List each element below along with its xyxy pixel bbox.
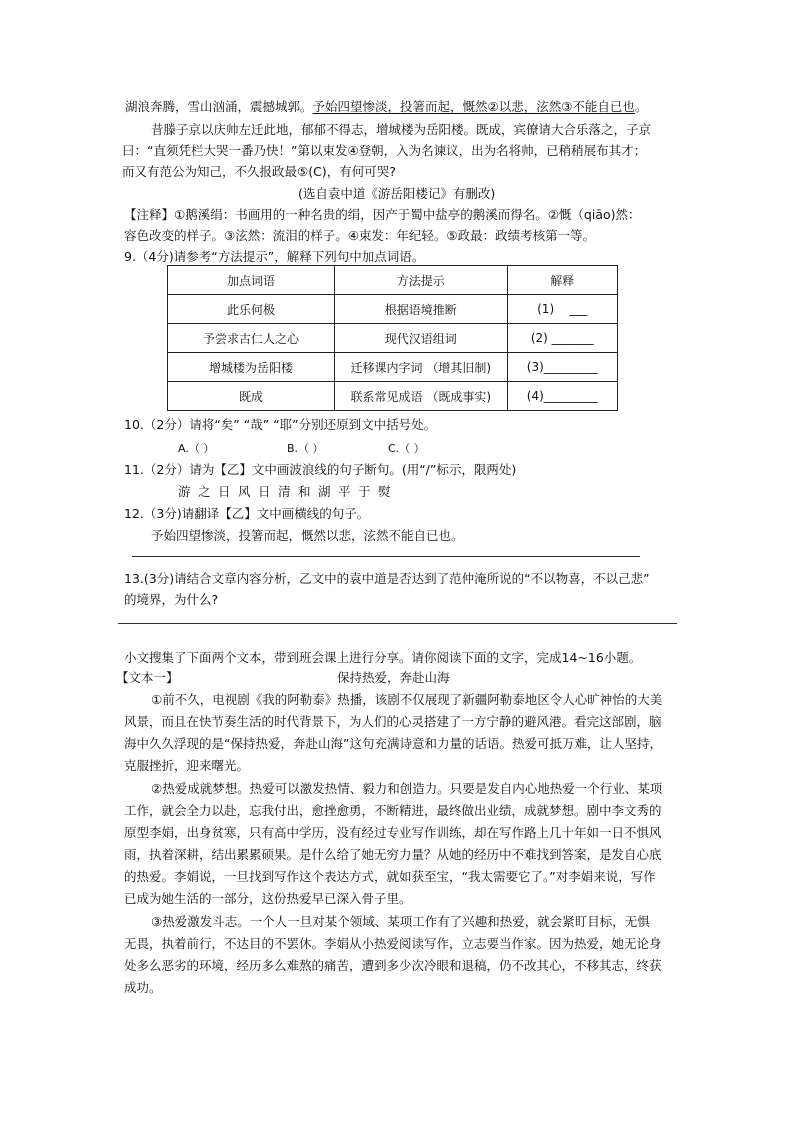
section-divider xyxy=(118,623,677,624)
notes-line-2: 容色改变的样子。③泫然：流泪的样子。④束发：年纪轻。⑤政最：政绩考核第一等。 xyxy=(124,228,596,243)
table-cell-answer[interactable]: (3)_________ xyxy=(507,353,617,382)
paragraph-2-line: 的热爱。李娟说，一旦找到写作这个表达方式，就如获至宝，“我太需要它了。”对李娟来说，写作 xyxy=(124,869,656,884)
char: 湖 xyxy=(318,484,331,499)
paragraph-2-line: ②热爱成就梦想。热爱可以激发热情、毅力和创造力。只要是发自内心地热爱一个行业、某项 xyxy=(151,781,663,796)
table-header-row xyxy=(168,266,618,295)
table-header: 方法提示 xyxy=(334,266,507,295)
sentence-to-punctuate xyxy=(178,486,398,499)
table-row xyxy=(168,382,618,411)
char: 熨 xyxy=(378,484,391,499)
paragraph-3-line: 处多么恶劣的环境，经历多么难熬的痛苦，遭到多少次冷眼和退稿，仍不改其心，不移其志，终获 xyxy=(124,958,662,973)
paragraph-1-line: 海中久久浮现的是“保持热爱，奔赴山海”这句充满诗意和力量的话语。热爱可抵万难，让人坚持， xyxy=(124,736,662,751)
char: 于 xyxy=(358,484,371,499)
passage-line-1 xyxy=(125,101,647,114)
answer-line[interactable] xyxy=(132,556,640,557)
paragraph-2-line: 工作，就会全力以赴，忘我付出，愈挫愈勇，不断精进，最终做出业绩，成就梦想。剧中李文秀的 xyxy=(124,803,662,818)
table-row xyxy=(168,353,618,382)
paragraph-1-line: 克服挫折，迎来曙光。 xyxy=(124,758,250,773)
table-cell-method: 根据语境推断 xyxy=(334,295,507,324)
paragraph-2-line: 原型李娟，出身贫寒，只有高中学历，没有经过专业写作训练，却在写作路上几十年如一日不惧风 xyxy=(124,825,662,840)
passage-line-4: 而又有范公为知己，不久报政最⑤(C)，有何可哭? xyxy=(122,164,396,179)
table-cell-phrase: 增城楼为岳阳楼 xyxy=(168,353,335,382)
char: 日 xyxy=(258,484,271,499)
text-label: 【文本一】 xyxy=(116,670,179,685)
table-row xyxy=(168,295,618,324)
paragraph-2-line: 已成为她生活的一部分，这份热爱早已深入骨子里。 xyxy=(124,891,412,906)
question-12-prompt: 12.（3分)请翻译【乙】文中画横线的句子。 xyxy=(124,506,370,521)
notes-line-1: 【注释】①鹅溪绢：书画用的一种名贵的绢，因产于蜀中盐亭的鹅溪而得名。②慨（qiāo)然： xyxy=(124,207,641,222)
paragraph-2-line: 雨，执着深耕，结出累累硕果。是什么给了她无穷力量？从她的经历中不难找到答案，是发自心底 xyxy=(124,847,662,862)
passage-source: (选自袁中道《游岳阳楼记》有删改) xyxy=(298,186,496,201)
char: 日 xyxy=(218,484,231,499)
answer-blank-c[interactable]: C.（ ） xyxy=(388,442,425,455)
question-12-sentence: 予始四望惨淡，投箸而起，慨然以悲，泫然不能自已也。 xyxy=(151,528,464,543)
char: 清 xyxy=(278,484,291,499)
char: 和 xyxy=(298,484,311,499)
paragraph-3-line: 成功。 xyxy=(124,980,162,995)
passage-line-2: 昔滕子京以庆帅左迁此地，郁郁不得志，增城楼为岳阳楼。既成，宾僚请大合乐落之，子京 xyxy=(151,122,652,137)
paragraph-1-line: ①前不久，电视剧《我的阿勒泰》热播，该剧不仅展现了新疆阿勒泰地区令人心旷神怡的大美 xyxy=(151,692,663,707)
table-header: 解释 xyxy=(507,266,617,295)
table-cell-method: 现代汉语组词 xyxy=(334,324,507,353)
question-11-prompt: 11.（2分）请为【乙】文中画波浪线的句子断句。(用“/”标示，限两处) xyxy=(124,462,517,477)
table-cell-answer[interactable]: (2) _______ xyxy=(507,324,617,353)
section-intro: 小文搜集了下面两个文本，带到班会课上进行分享。请你阅读下面的文字，完成14~16小题。 xyxy=(124,650,642,665)
table-cell-phrase: 既成 xyxy=(168,382,335,411)
underlined-sentence: 予始四望惨淡，投箸而起，慨然②以悲，泫然③不能自已也 xyxy=(312,99,635,114)
passage-line-1-pre: 湖浪奔腾，雪山汹涌，震撼城郭。 xyxy=(125,99,313,114)
paragraph-3-line: 无畏，执着前行，不达目的不罢休。李娟从小热爱阅读写作，立志要当作家。因为热爱，她无论身 xyxy=(124,936,662,951)
paragraph-1-line: 风景，而且在快节奏生活的时代背景下，为人们的心灵搭建了一方宁静的避风港。看完这部剧，脑 xyxy=(124,714,662,729)
table-cell-method: 联系常见成语 （既成事实) xyxy=(334,382,507,411)
question-9-table xyxy=(167,265,618,411)
question-13-line-1: 13.(3分)请结合文章内容分析，乙文中的袁中道是否达到了范仲淹所说的“不以物喜，不以己悲” xyxy=(124,571,650,586)
passage-line-3: 曰：“直须凭栏大哭一番乃快！”第以束发④登朝，入为名谏议，出为名将帅，已稍稍展布其才； xyxy=(122,143,647,158)
question-13-line-2: 的境界，为什么? xyxy=(124,592,219,607)
char: 平 xyxy=(338,484,351,499)
char: 游 xyxy=(178,484,191,499)
table-header: 加点词语 xyxy=(168,266,335,295)
article-title: 保持热爱，奔赴山海 xyxy=(337,670,450,685)
question-10-prompt: 10.（2分）请将“矣” “哉” “耶”分别还原到文中括号处。 xyxy=(124,417,437,432)
paragraph-3-line: ③热爱激发斗志。一个人一旦对某个领域、某项工作有了兴趣和热爱，就会紧盯目标，无惧 xyxy=(151,914,650,929)
table-cell-phrase: 予尝求古仁人之心 xyxy=(168,324,335,353)
char: 风 xyxy=(238,484,251,499)
answer-blank-b[interactable]: B.（ ） xyxy=(287,442,324,455)
table-cell-answer[interactable]: (1) ___ xyxy=(507,295,617,324)
table-cell-method: 迁移课内字词 （增其旧制) xyxy=(334,353,507,382)
char: 之 xyxy=(198,484,211,499)
passage-line-1-end: 。 xyxy=(634,99,648,114)
answer-blank-a[interactable]: A.（ ） xyxy=(178,442,215,455)
table-row xyxy=(168,324,618,353)
table-cell-phrase: 此乐何极 xyxy=(168,295,335,324)
table-cell-answer[interactable]: (4)_________ xyxy=(507,382,617,411)
question-9-prompt: 9.（4分)请参考“方法提示”，解释下列句中加点词语。 xyxy=(124,249,425,264)
